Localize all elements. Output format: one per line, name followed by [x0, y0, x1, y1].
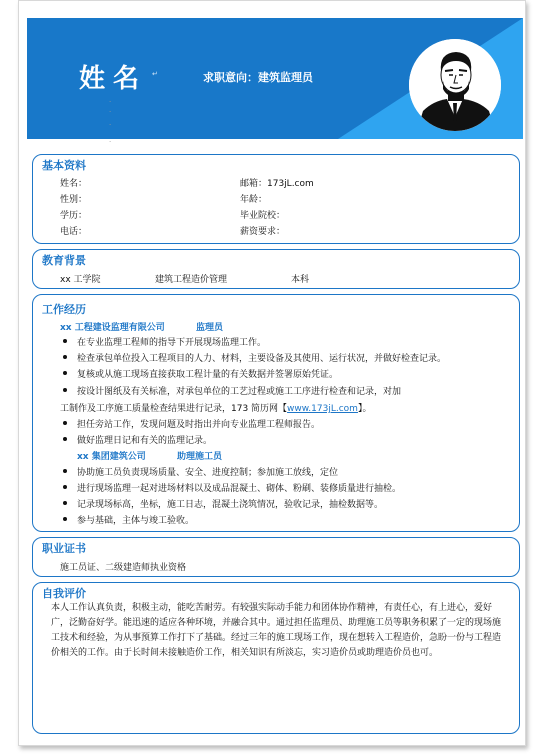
bullet-icon [63, 339, 67, 343]
section-title: 职业证书 [42, 542, 86, 555]
job2-company: xx 集团建筑公司 [77, 452, 146, 462]
bullet-icon [63, 371, 67, 375]
bullet-icon [63, 355, 67, 359]
section-work-experience [32, 294, 520, 532]
job1-duty: 在专业监理工程师的指导下开展现场监理工作。 [77, 338, 267, 348]
job2-duty: 记录现场标高，坐标，施工日志，混凝土浇筑情况，验收记录，抽检数据等。 [77, 500, 384, 510]
job1-duty-continued-text: 工制作及工序施工质量检查结果进行记录，173 简历网【 [60, 404, 288, 414]
info-salary: 薪资要求： [240, 227, 286, 237]
bullet-icon [63, 437, 67, 441]
job-intent: 求职意向：建筑监理员 [203, 71, 313, 84]
info-name: 姓名： [60, 179, 88, 189]
job2-duty: 进行现场监理一起对进场材料以及成品混凝土、砌体、粉刷、装修质量进行抽检。 [77, 484, 402, 494]
paragraph-mark: ↵ [152, 70, 158, 78]
person-portrait-icon [409, 39, 501, 131]
paragraph-mark: . [109, 136, 112, 144]
job1-duty: 做好监理日记和有关的监理记录。 [77, 436, 213, 446]
section-title: 自我评价 [42, 587, 86, 600]
section-title: 工作经历 [42, 303, 86, 316]
bullet-icon [63, 469, 67, 473]
education-major: 建筑工程造价管理 [155, 275, 228, 285]
job1-company: xx 工程建设监理有限公司 [60, 323, 165, 333]
section-title: 教育背景 [42, 254, 86, 267]
info-education: 学历： [60, 211, 88, 221]
info-email: 邮箱：173jL.com [240, 179, 314, 189]
paragraph-mark: . [109, 119, 112, 127]
section-education [32, 249, 520, 289]
info-phone: 电话： [60, 227, 88, 237]
education-degree: 本科 [291, 275, 310, 285]
job1-duty: 担任旁站工作，发现问题及时指出并向专业监理工程师报告。 [77, 420, 321, 430]
job1-duty: 复核或从施工现场直接获取工程计量的有关数据并签署原始凭证。 [77, 370, 339, 380]
job1-duty: 按设计图纸及有关标准，对承包单位的工艺过程或施工工序进行检查和记录，对加 [77, 387, 402, 397]
website-link[interactable]: www.173jL.com [287, 404, 358, 414]
bullet-icon [63, 517, 67, 521]
job1-position: 监理员 [196, 323, 224, 333]
profile-photo [409, 39, 501, 131]
section-basic-info [32, 154, 520, 244]
info-school: 毕业院校： [240, 211, 286, 221]
job2-position: 助理施工员 [177, 452, 223, 462]
certificate-list: 施工员证、二级建造师执业资格 [60, 563, 187, 573]
job2-duty: 参与基础，主体与竣工验收。 [77, 516, 195, 526]
job1-duty-continued-end: 】。 [357, 404, 372, 414]
paragraph-mark: . [109, 106, 112, 114]
self-evaluation-text: 本人工作认真负责，积极主动，能吃苦耐劳。有较强实际动手能力和团体协作精神，有责任心，有上进心，爱好广，泛勤奋好学。能迅速的适应各种环境，并融合其中。通过担任监理员、助理施工员等职务积累了一定的现场施工技术和经验，为从事预算工作打下了基础。经过三年的施工现场工作，现在想转入工程造价，急盼一份与工程造价相关的工作。由于长时间未接触造价工作，相关知识有所淡忘，实习造价员或助理造价员也可。 [51, 603, 502, 658]
bullet-icon [63, 485, 67, 489]
bullet-icon [63, 421, 67, 425]
job1-duty: 检查承包单位投入工程项目的人力、材料，主要设备及其使用、运行状况，并做好检查记录。 [77, 354, 447, 364]
bullet-icon [63, 388, 67, 392]
bullet-icon [63, 501, 67, 505]
info-gender: 性别： [60, 195, 88, 205]
paragraph-mark: . [109, 96, 112, 104]
resume-header [27, 18, 523, 139]
job1-duty-continued [60, 401, 371, 414]
section-title: 基本资料 [42, 159, 86, 172]
job2-duty: 协助施工员负责现场质量、安全、进度控制；参加施工放线，定位 [77, 468, 339, 478]
section-certificates [32, 537, 520, 577]
candidate-name: 姓名 [79, 64, 148, 94]
section-self-evaluation [32, 582, 520, 734]
education-school: xx 工学院 [60, 275, 101, 285]
info-age: 年龄： [240, 195, 268, 205]
